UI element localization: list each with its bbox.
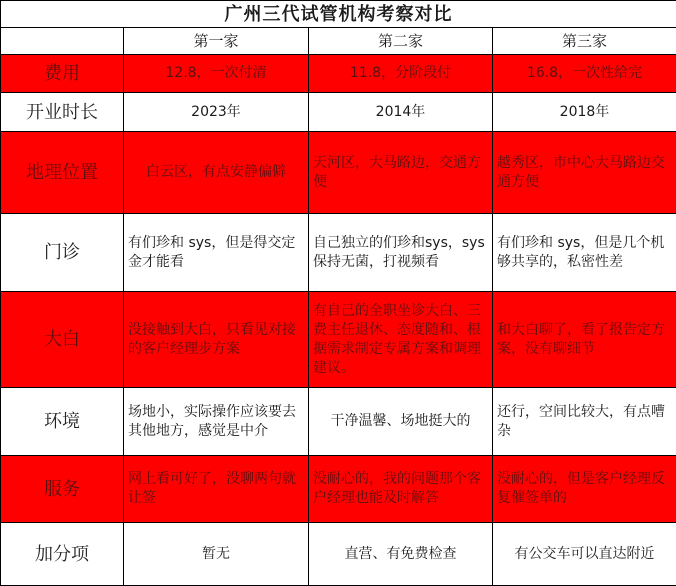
table-cell: 11.8，分阶段付 <box>309 55 493 93</box>
table-cell: 2023年 <box>124 93 309 132</box>
table-cell: 没接触到大白，只看见对接的客户经理步方案 <box>124 292 309 388</box>
table-cell: 天河区，大马路边，交通方便 <box>309 132 493 214</box>
table-cell: 直营、有免费检查 <box>309 523 493 586</box>
table-cell: 自己独立的们珍和sys，sys保持无菌，打视频看 <box>309 214 493 292</box>
row-label: 环境 <box>1 388 124 456</box>
table-cell: 没耐心的，我的问题那个客户经理也能及时解答 <box>309 456 493 523</box>
table-cell: 有公交车可以直达附近 <box>493 523 676 586</box>
table-row <box>1 388 676 456</box>
row-label: 大白 <box>1 292 124 388</box>
row-label: 服务 <box>1 456 124 523</box>
table-cell: 12.8，一次付清 <box>124 55 309 93</box>
table-row <box>1 292 676 388</box>
table-cell: 16.8，一次性给完 <box>493 55 676 93</box>
table-cell: 暂无 <box>124 523 309 586</box>
row-label: 地理位置 <box>1 132 124 214</box>
table-cell: 干净温馨、场地挺大的 <box>309 388 493 456</box>
column-header-2: 第二家 <box>309 28 493 55</box>
row-label: 费用 <box>1 55 124 93</box>
table-cell: 2018年 <box>493 93 676 132</box>
table-row <box>1 523 676 586</box>
column-header-3: 第三家 <box>493 28 676 55</box>
table-row <box>1 214 676 292</box>
table-cell: 场地小，实际操作应该要去其他地方，感觉是中介 <box>124 388 309 456</box>
table-cell: 越秀区，市中心大马路边交通方便 <box>493 132 676 214</box>
table-row <box>1 93 676 132</box>
table-cell: 有自己的全职坐诊大白、三费主任退休、态度随和、根据需求制定专属方案和调理建议。 <box>309 292 493 388</box>
table-cell: 没耐心的，但是客户经理反复催签单的 <box>493 456 676 523</box>
table-cell: 还行，空间比较大，有点嘈杂 <box>493 388 676 456</box>
row-label: 门诊 <box>1 214 124 292</box>
table-row <box>1 456 676 523</box>
table-row <box>1 55 676 93</box>
table-cell: 2014年 <box>309 93 493 132</box>
table-cell: 有们珍和 sys，但是得交定金才能看 <box>124 214 309 292</box>
table-title: 广州三代试管机构考察对比 <box>1 1 676 28</box>
table-cell: 网上看可好了，没聊两句就让签 <box>124 456 309 523</box>
table-cell: 白云区，有点安静偏僻 <box>124 132 309 214</box>
table-row <box>1 132 676 214</box>
column-header-1: 第一家 <box>124 28 309 55</box>
row-label: 开业时长 <box>1 93 124 132</box>
corner-cell <box>1 28 124 55</box>
table-cell: 有们珍和 sys，但是几个机够共享的，私密性差 <box>493 214 676 292</box>
row-label: 加分项 <box>1 523 124 586</box>
table-cell: 和大白聊了，看了报告定方案，没有聊细节 <box>493 292 676 388</box>
